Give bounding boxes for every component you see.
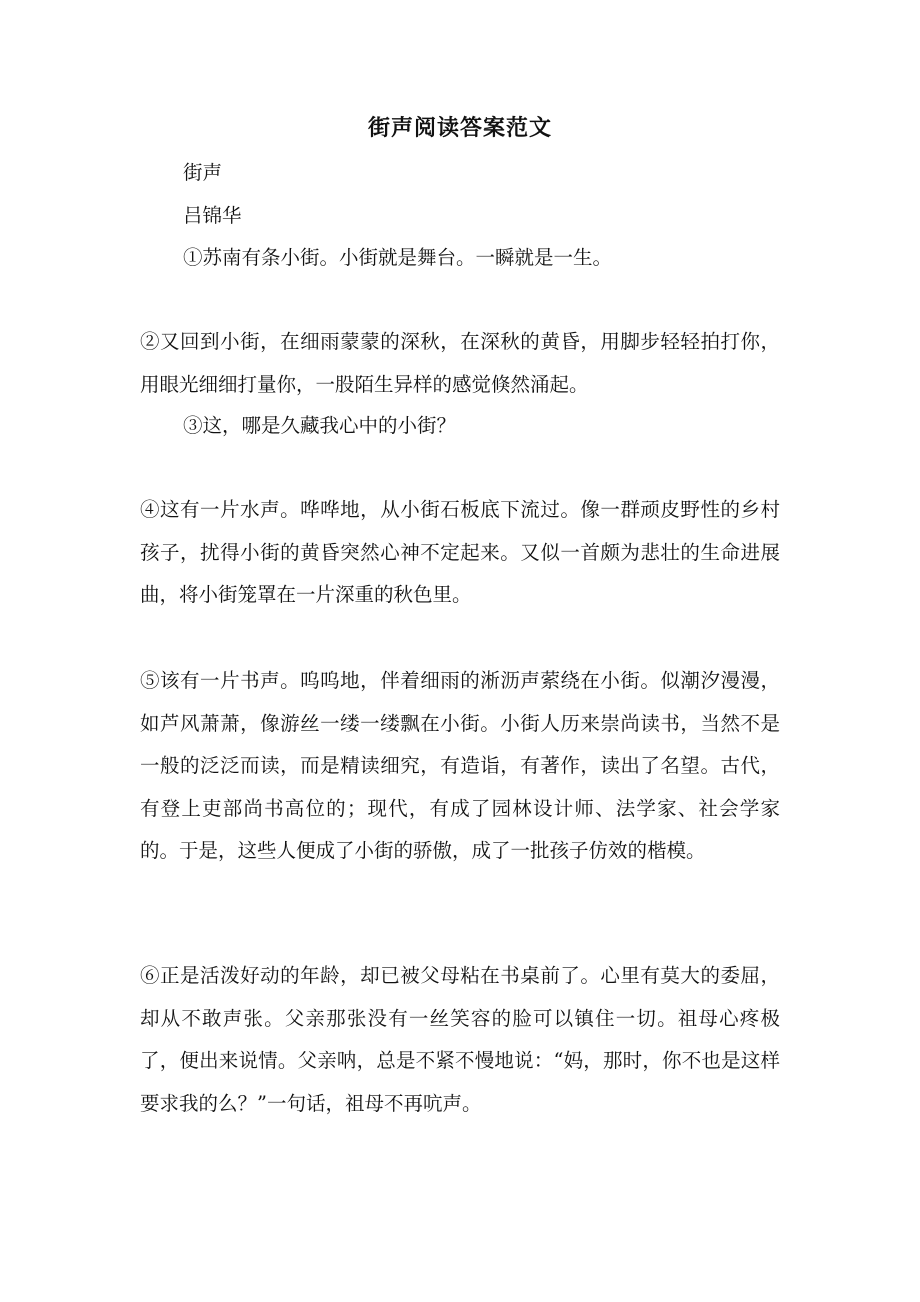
paragraph-4: ④这有一片水声。哗哗地，从小街石板底下流过。像一群顽皮野性的乡村孩子，扰得小街的黄昏突然心神不定起来。又似一首颇为悲壮的生命进展曲，将小街笼罩在一片深重的秋色里。 (140, 498, 780, 606)
document-title: 街声阅读答案范文 (367, 115, 552, 141)
paragraph-2: ②又回到小街，在细雨蒙蒙的深秋，在深秋的黄昏，用脚步轻轻拍打你，用眼光细细打量你，一股陌生异样的感觉倏然涌起。 (140, 330, 780, 396)
paragraph-6: ⑥正是活泼好动的年龄，却已被父母粘在书桌前了。心里有莫大的委屈，却从不敢声张。父亲那张没有一丝笑容的脸可以镇住一切。祖母心疼极了，便出来说情。父亲呐，总是不紧不慢地说：“妈，那时，你不也是这样要求我的么？”一句话，祖母不再吭声。 (140, 964, 780, 1115)
subtitle: 街声 (183, 161, 223, 184)
paragraph-1: ①苏南有条小街。小街就是舞台。一瞬就是一生。 (183, 246, 613, 269)
paragraph-3: ③这，哪是久藏我心中的小街？ (183, 414, 457, 437)
paragraph-5: ⑤该有一片书声。呜呜地，伴着细雨的淅沥声萦绕在小街。似潮汐漫漫，如芦风萧萧，像游丝一缕一缕飘在小街。小街人历来崇尚读书，当然不是一般的泛泛而读，而是精读细究，有造诣，有著作，读出了名望。古代，有登上吏部尚书高位的；现代，有成了园林设计师、法学家、社会学家的。于是，这些人便成了小街的骄傲，成了一批孩子仿效的楷模。 (140, 669, 780, 862)
author: 吕锦华 (183, 204, 242, 227)
